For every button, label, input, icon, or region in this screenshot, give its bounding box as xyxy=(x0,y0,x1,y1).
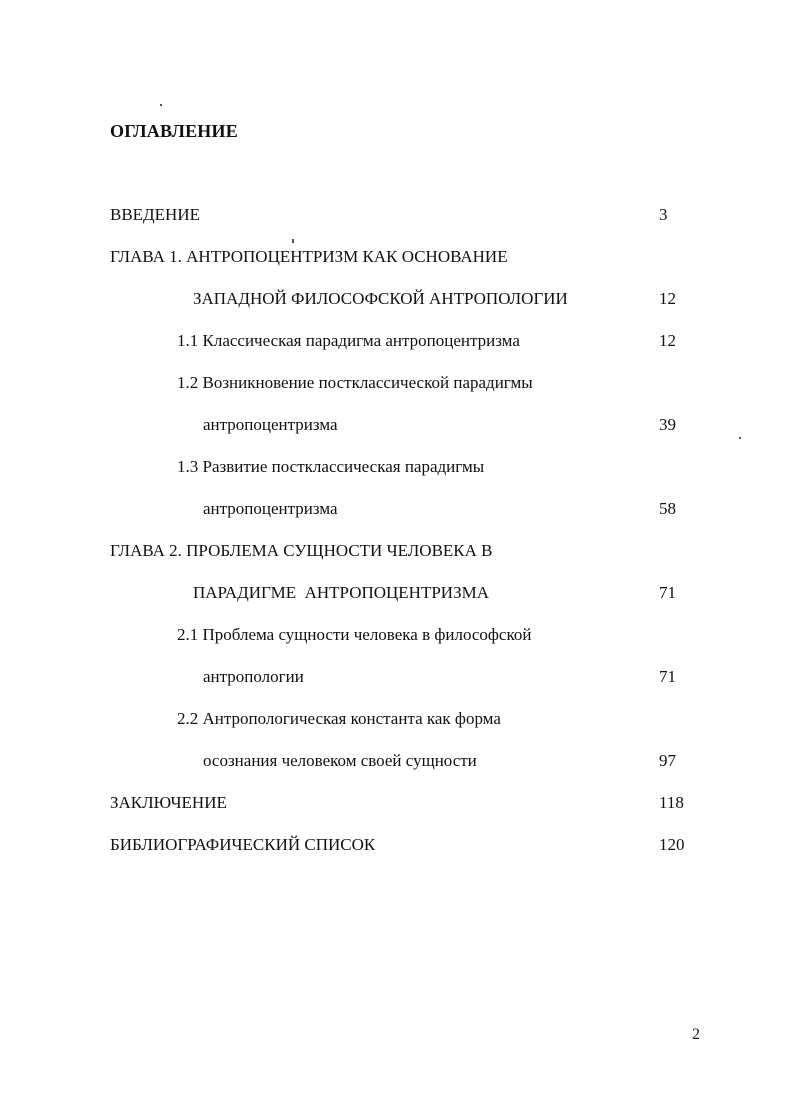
toc-entry-section-2-2-cont: осознания человеком своей сущности xyxy=(203,751,477,770)
toc-page-number: 118 xyxy=(659,793,684,812)
toc-page-number: 39 xyxy=(659,415,676,434)
toc-entry-chapter-1-cont: ЗАПАДНОЙ ФИЛОСОФСКОЙ АНТРОПОЛОГИИ xyxy=(193,289,568,308)
toc-entry-bibliography: БИБЛИОГРАФИЧЕСКИЙ СПИСОК xyxy=(110,835,376,854)
toc-entry-section-1-2: 1.2 Возникновение постклассической парадигмы xyxy=(177,373,533,392)
toc-entry-conclusion: ЗАКЛЮЧЕНИЕ xyxy=(110,793,227,812)
toc-entry-chapter-2: ГЛАВА 2. ПРОБЛЕМА СУЩНОСТИ ЧЕЛОВЕКА В xyxy=(110,541,493,560)
toc-page-number: 97 xyxy=(659,751,676,770)
toc-page-number: 12 xyxy=(659,331,676,350)
toc-entry-section-1-3-cont: антропоцентризма xyxy=(203,499,338,518)
toc-page-number: 3 xyxy=(659,205,668,224)
scan-speck xyxy=(292,239,294,243)
scan-speck xyxy=(739,437,741,439)
toc-entry-section-1-2-cont: антропоцентризма xyxy=(203,415,338,434)
toc-entry-introduction: ВВЕДЕНИЕ xyxy=(110,205,200,224)
toc-entry-chapter-1: ГЛАВА 1. АНТРОПОЦЕНТРИЗМ КАК ОСНОВАНИЕ xyxy=(110,247,508,266)
toc-page-number: 58 xyxy=(659,499,676,518)
toc-entry-section-2-2: 2.2 Антропологическая константа как форма xyxy=(177,709,501,728)
toc-entry-section-1-3: 1.3 Развитие постклассическая парадигмы xyxy=(177,457,485,476)
toc-title: ОГЛАВЛЕНИЕ xyxy=(110,121,238,141)
toc-page-number: 71 xyxy=(659,583,676,602)
toc-entry-section-2-1-cont: антропологии xyxy=(203,667,304,686)
page-number: 2 xyxy=(692,1026,700,1043)
toc-page-number: 71 xyxy=(659,667,676,686)
toc-entry-section-1-1: 1.1 Классическая парадигма антропоцентризма xyxy=(177,331,520,350)
toc-entry-chapter-2-cont: ПАРАДИГМЕ АНТРОПОЦЕНТРИЗМА xyxy=(193,583,489,602)
toc-entry-section-2-1: 2.1 Проблема сущности человека в философской xyxy=(177,625,532,644)
toc-page-number: 120 xyxy=(659,835,685,854)
scan-speck xyxy=(160,104,162,106)
toc-page-number: 12 xyxy=(659,289,676,308)
